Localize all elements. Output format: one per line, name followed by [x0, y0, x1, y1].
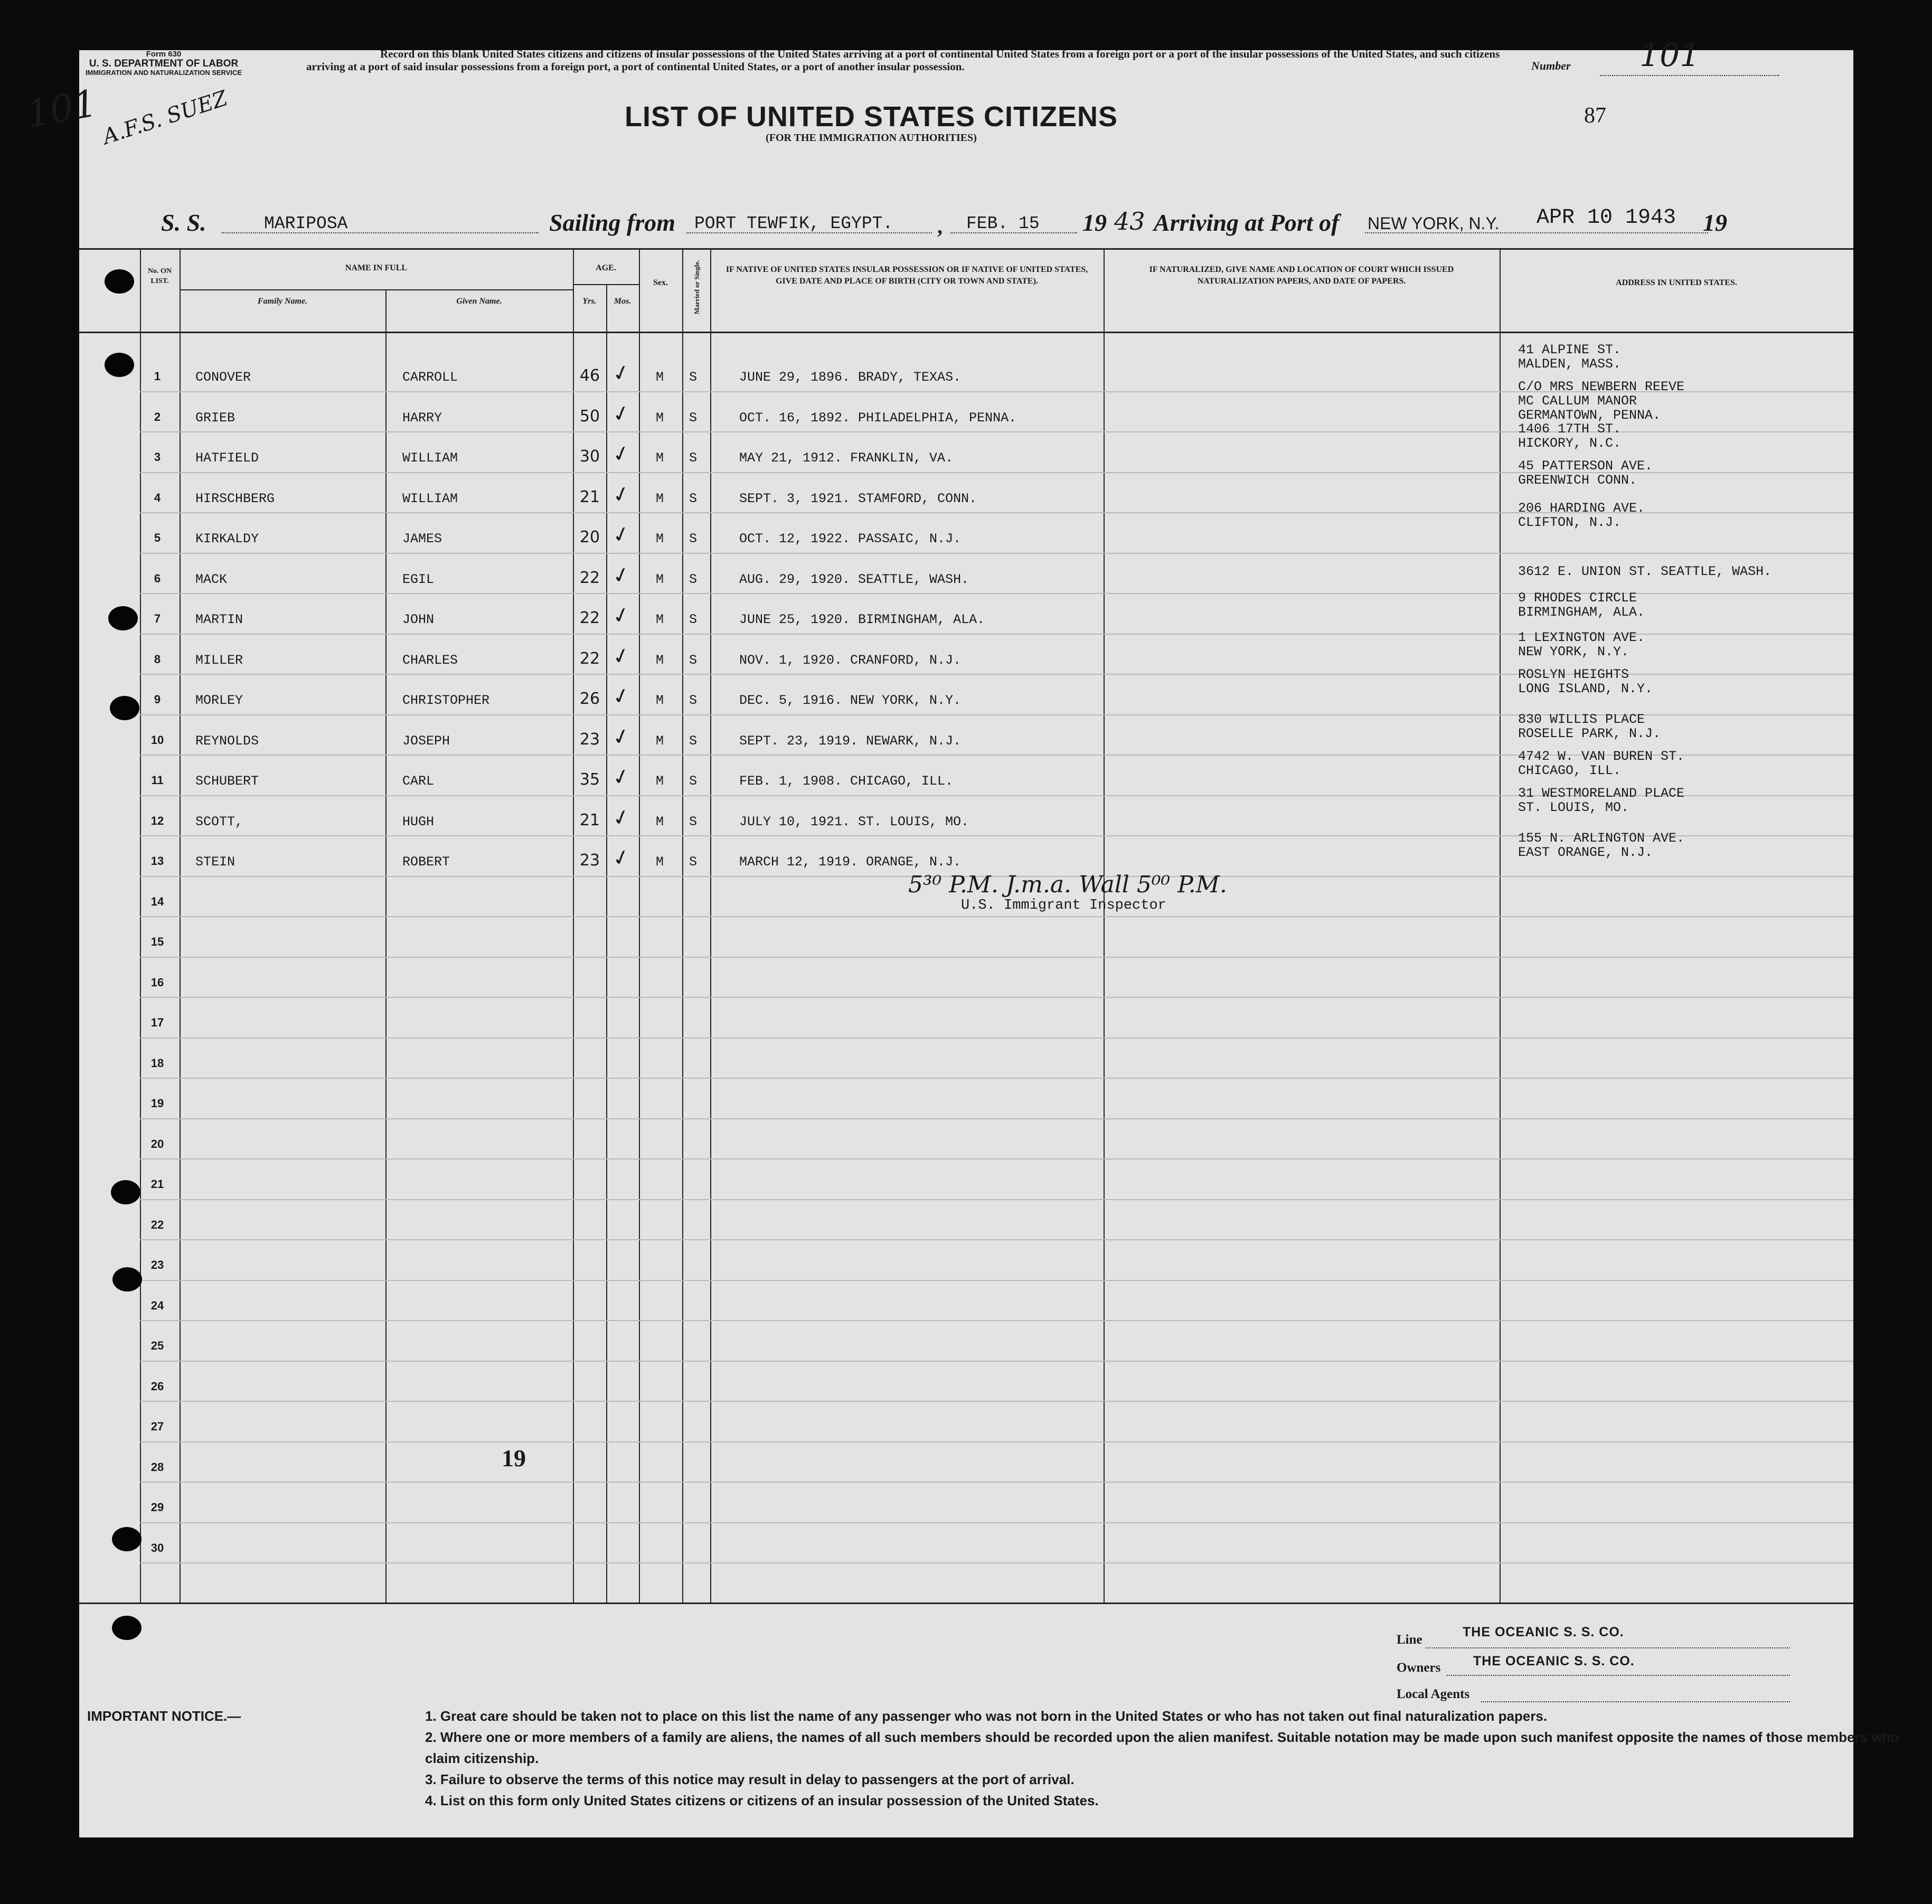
age-years: 21: [579, 810, 600, 830]
stamp-number: 87: [1584, 103, 1606, 128]
age-years: 22: [579, 649, 600, 668]
sex: M: [656, 370, 664, 385]
age-years: 23: [579, 851, 600, 870]
given-name: JOSEPH: [402, 733, 450, 749]
table-header-rule: [79, 332, 1853, 333]
marital-status: S: [689, 693, 698, 708]
manifest-sheet: [79, 50, 1853, 1837]
binder-hole: [112, 1616, 142, 1640]
sex: M: [656, 531, 664, 546]
binder-hole: [111, 1180, 140, 1204]
sex: M: [656, 693, 664, 708]
marital-status: S: [689, 652, 698, 668]
row-number: 14: [150, 894, 164, 908]
row-rule: [140, 1199, 1853, 1200]
header-given-name: Given Name.: [456, 297, 502, 306]
form-identifier: [58, 50, 269, 76]
given-name: CARL: [402, 774, 435, 789]
address-line: ROSELLE PARK, N.J.: [1518, 726, 1661, 741]
address-line: GERMANTOWN, PENNA.: [1518, 408, 1661, 423]
row-number: 2: [154, 410, 161, 423]
birth-date-place: FEB. 1, 1908. CHICAGO, ILL.: [739, 774, 954, 789]
family-name: MILLER: [195, 652, 243, 668]
binder-hole: [105, 269, 134, 294]
family-name: HIRSCHBERG: [195, 491, 275, 506]
address-line: MALDEN, MASS.: [1518, 356, 1622, 372]
row-number: 21: [150, 1177, 164, 1191]
family-name: STEIN: [195, 854, 235, 870]
row-rule: [140, 1320, 1853, 1321]
birth-date-place: AUG. 29, 1920. SEATTLE, WASH.: [739, 571, 969, 587]
address-line: CHICAGO, ILL.: [1518, 763, 1622, 778]
address-line: 9 RHODES CIRCLE: [1518, 590, 1637, 606]
marital-status: S: [689, 531, 698, 546]
table-bottom-rule: [79, 1603, 1853, 1604]
row-rule: [140, 1239, 1853, 1240]
row-rule: [140, 1158, 1853, 1160]
given-name: EGIL: [402, 571, 435, 587]
sex: M: [656, 774, 664, 789]
marital-status: S: [689, 491, 698, 506]
row-number: 3: [154, 450, 161, 464]
ship-name: MARIPOSA: [264, 214, 348, 233]
given-name: HARRY: [402, 410, 442, 426]
address-line: ROSLYN HEIGHTS: [1518, 667, 1629, 682]
family-name: CONOVER: [195, 370, 251, 385]
col-divider-no: [140, 248, 141, 1603]
birth-date-place: SEPT. 23, 1919. NEWARK, N.J.: [739, 733, 962, 749]
row-number: 30: [150, 1541, 164, 1554]
arrival-date-stamp: APR 10 1943: [1537, 206, 1676, 230]
sailing-port: PORT TEWFIK, EGYPT.: [694, 214, 893, 233]
page-stamp: 19: [502, 1445, 526, 1472]
year-prefix: 19: [1082, 209, 1107, 236]
marital-status: S: [689, 612, 698, 627]
year-label-2: 19: [1703, 209, 1727, 236]
marital-status: S: [689, 571, 698, 587]
check-mark: ✓: [609, 722, 633, 751]
address-line: LONG ISLAND, N.Y.: [1518, 681, 1653, 696]
notice-item: 3. Failure to observe the terms of this notice may result in delay to passengers at the port of arrival.: [425, 1771, 1075, 1787]
sex: M: [656, 814, 664, 830]
birth-date-place: JUNE 25, 1920. BIRMINGHAM, ALA.: [739, 612, 985, 627]
age-years: 22: [579, 568, 600, 587]
row-number: 7: [154, 612, 161, 625]
col-divider-mos: [606, 284, 607, 1603]
row-rule: [140, 1482, 1853, 1483]
birth-date-place: JUNE 29, 1896. BRADY, TEXAS.: [739, 370, 962, 385]
row-number: 20: [150, 1137, 164, 1151]
row-number: 12: [150, 814, 164, 827]
number-value: 101: [1639, 37, 1700, 74]
notice-item: 1. Great care should be taken not to place on this list the name of any passenger who was not born in the United States or who has not taken out final naturalization papers.: [425, 1708, 1548, 1724]
col-divider-given: [385, 289, 387, 1603]
col-divider-marital: [682, 248, 683, 1603]
sailing-label: Sailing from: [549, 209, 676, 236]
row-number: 22: [150, 1218, 164, 1231]
family-name: HATFIELD: [195, 450, 259, 466]
marital-status: S: [689, 854, 698, 870]
col-divider-family: [180, 248, 181, 1603]
row-number: 6: [154, 571, 161, 585]
address-line: HICKORY, N.C.: [1518, 436, 1622, 451]
marital-status: S: [689, 450, 698, 466]
row-number: 8: [154, 652, 161, 666]
age-years: 20: [579, 528, 600, 546]
birth-date-place: MAY 21, 1912. FRANKLIN, VA.: [739, 450, 954, 466]
binder-hole: [105, 353, 134, 377]
year-suffix: 43: [1114, 207, 1145, 235]
check-mark: ✓: [609, 763, 633, 791]
service-name: IMMIGRATION AND NATURALIZATION SERVICE: [85, 68, 242, 77]
address-line: 31 WESTMORELAND PLACE: [1518, 786, 1685, 801]
handwritten-note: A.F.S. SUEZ: [99, 86, 231, 149]
col-divider-sex: [639, 248, 640, 1603]
family-name: MARTIN: [195, 612, 243, 627]
address-line: 41 ALPINE ST.: [1518, 342, 1622, 357]
check-mark: ✓: [609, 440, 633, 468]
age-years: 35: [579, 770, 600, 789]
row-number: 19: [150, 1097, 164, 1110]
address-line: BIRMINGHAM, ALA.: [1518, 605, 1645, 620]
binder-hole: [112, 1267, 142, 1292]
birth-date-place: JULY 10, 1921. ST. LOUIS, MO.: [739, 814, 969, 830]
owners-rule: [1447, 1675, 1790, 1676]
address-line: C/O MRS NEWBERN REEVE: [1518, 379, 1685, 394]
instructions-text: Record on this blank United States citizens and citizens of insular possessions of the United States arriving at a port of continental United States from a foreign port or a port of the insular possessions of the United States, and such citizens arriving at a port of said insular possessions from a foreign port, a port of continental United States, or a port of another insular possession.: [306, 48, 1500, 73]
address-line: MC CALLUM MANOR: [1518, 393, 1637, 409]
birth-date-place: MARCH 12, 1919. ORANGE, N.J.: [739, 854, 962, 870]
age-years: 26: [579, 690, 600, 708]
address-line: 1 LEXINGTON AVE.: [1518, 630, 1645, 645]
birth-date-place: SEPT. 3, 1921. STAMFORD, CONN.: [739, 491, 977, 506]
page-title: LIST OF UNITED STATES CITIZENS: [625, 101, 1118, 133]
row-rule: [140, 1280, 1853, 1281]
age-years: 23: [579, 730, 600, 749]
row-rule: [140, 1118, 1853, 1119]
address-line: GREENWICH CONN.: [1518, 473, 1637, 488]
number-label: Number: [1531, 59, 1571, 72]
handwritten-page-number: 101: [23, 81, 100, 136]
marital-status: S: [689, 814, 698, 830]
row-rule: [140, 957, 1853, 958]
row-number: 29: [150, 1501, 164, 1514]
address-line: 45 PATTERSON AVE.: [1518, 458, 1653, 474]
address-line: 3612 E. UNION ST. SEATTLE, WASH.: [1518, 564, 1772, 579]
row-number: 10: [150, 733, 164, 747]
line-rule: [1426, 1647, 1790, 1648]
header-married-single: Married or Single.: [693, 260, 701, 315]
sex: M: [656, 410, 664, 426]
row-rule: [140, 1361, 1853, 1362]
given-name: ROBERT: [402, 854, 450, 870]
name-subheader-rule: [180, 289, 573, 290]
marital-status: S: [689, 774, 698, 789]
header-yrs: Yrs.: [582, 297, 597, 306]
birth-date-place: DEC. 5, 1916. NEW YORK, N.Y.: [739, 693, 962, 708]
row-rule: [140, 1562, 1853, 1563]
row-number: 4: [154, 491, 161, 504]
check-mark: ✓: [609, 803, 633, 832]
marital-status: S: [689, 370, 698, 385]
given-name: JOHN: [402, 612, 435, 627]
row-rule: [140, 916, 1853, 917]
row-number: 1: [154, 370, 161, 383]
header-sex: Sex.: [653, 278, 668, 287]
arriving-label: Arriving at Port of: [1154, 209, 1340, 236]
row-number: 18: [150, 1056, 164, 1070]
birth-date-place: OCT. 12, 1922. PASSAIC, N.J.: [739, 531, 962, 546]
address-line: 1406 17TH ST.: [1518, 421, 1622, 437]
notice-item: 2. Where one or more members of a family are aliens, the names of all such members should be recorded upon the alien manifest. Suitable notation may be made upon such manifest opposite the names of those members who claim citizenship.: [425, 1729, 1899, 1767]
sex: M: [656, 612, 664, 627]
comma-mark: ,: [937, 214, 943, 238]
row-rule: [140, 1038, 1853, 1039]
arrival-port: NEW YORK, N.Y.: [1368, 214, 1500, 233]
header-birth: IF NATIVE OF UNITED STATES INSULAR POSSESSION OR IF NATIVE OF UNITED STATES, GIVE DATE AND PLACE OF BIRTH (CITY OR TOWN AND STATE).: [725, 265, 1088, 286]
age-years: 30: [579, 447, 600, 466]
header-no-on-list: No. ON LIST.: [147, 267, 172, 285]
row-rule: [140, 553, 1853, 554]
sex: M: [656, 854, 664, 870]
row-number: 17: [150, 1016, 164, 1029]
row-rule: [140, 997, 1853, 998]
check-mark: ✓: [609, 642, 633, 671]
address-line: 4742 W. VAN BUREN ST.: [1518, 749, 1685, 764]
row-rule: [140, 1078, 1853, 1079]
given-name: CHARLES: [402, 652, 458, 668]
agents-rule: [1481, 1701, 1790, 1702]
row-number: 5: [154, 531, 161, 544]
check-mark: ✓: [609, 521, 633, 549]
row-number: 9: [154, 693, 161, 706]
check-mark: ✓: [609, 399, 633, 428]
given-name: WILLIAM: [402, 491, 458, 506]
family-name: MORLEY: [195, 693, 243, 708]
line-label: Line: [1397, 1633, 1422, 1647]
ss-label: S. S.: [161, 209, 206, 236]
line-value: THE OCEANIC S. S. CO.: [1463, 1625, 1624, 1639]
header-family-name: Family Name.: [257, 297, 308, 306]
birth-date-place: OCT. 16, 1892. PHILADELPHIA, PENNA.: [739, 410, 1017, 426]
age-years: 50: [579, 407, 600, 426]
header-naturalized: IF NATURALIZED, GIVE NAME AND LOCATION OF COURT WHICH ISSUED NATURALIZATION PAPERS, AND DATE OF PAPERS.: [1149, 265, 1454, 286]
row-number: 28: [150, 1460, 164, 1474]
address-line: ST. LOUIS, MO.: [1518, 800, 1629, 815]
col-divider-address: [1500, 248, 1501, 1603]
row-rule: [140, 1441, 1853, 1443]
sex: M: [656, 571, 664, 587]
header-age: AGE.: [596, 263, 616, 272]
sailing-date: FEB. 15: [966, 214, 1040, 233]
row-number: 16: [150, 975, 164, 989]
family-name: SCHUBERT: [195, 774, 259, 789]
owners-value: THE OCEANIC S. S. CO.: [1473, 1654, 1635, 1669]
family-name: SCOTT,: [195, 814, 243, 830]
age-years: 21: [579, 487, 600, 506]
row-number: 26: [150, 1379, 164, 1393]
row-number: 27: [150, 1420, 164, 1433]
binder-hole: [112, 1527, 142, 1551]
address-line: 206 HARDING AVE.: [1518, 501, 1645, 516]
check-mark: ✓: [609, 561, 633, 590]
header-mos: Mos.: [614, 297, 632, 306]
given-name: WILLIAM: [402, 450, 458, 466]
age-years: 46: [579, 366, 600, 385]
given-name: HUGH: [402, 814, 435, 830]
header-name-in-full: NAME IN FULL: [345, 263, 408, 272]
marital-status: S: [689, 410, 698, 426]
sex: M: [656, 652, 664, 668]
family-name: MACK: [195, 571, 228, 587]
row-number: 23: [150, 1258, 164, 1271]
form-number: Form 630: [146, 50, 182, 59]
age-years: 22: [579, 609, 600, 627]
row-number: 11: [151, 774, 164, 787]
inspector-title: U.S. Immigrant Inspector: [961, 898, 1166, 913]
row-rule: [140, 1401, 1853, 1402]
inspector-signature: 5³⁰ P.M. J.m.a. Wall 5⁰⁰ P.M.: [908, 871, 1227, 898]
family-name: KIRKALDY: [195, 531, 259, 546]
sex: M: [656, 733, 664, 749]
check-mark: ✓: [609, 601, 633, 630]
department-name: U. S. DEPARTMENT OF LABOR: [89, 58, 239, 69]
address-line: NEW YORK, N.Y.: [1518, 644, 1629, 659]
number-line: [1600, 75, 1779, 76]
row-rule: [140, 1522, 1853, 1523]
binder-hole: [110, 696, 139, 720]
check-mark: ✓: [609, 844, 633, 872]
sex: M: [656, 450, 664, 466]
col-divider-naturalized: [1104, 248, 1105, 1603]
row-number: 25: [150, 1339, 164, 1352]
address-line: EAST ORANGE, N.J.: [1518, 845, 1653, 860]
col-divider-yrs: [573, 248, 574, 1603]
page-subtitle: (FOR THE IMMIGRATION AUTHORITIES): [766, 132, 977, 144]
row-number: 13: [150, 854, 164, 868]
given-name: JAMES: [402, 531, 442, 546]
notice-heading: IMPORTANT NOTICE.—: [87, 1708, 241, 1724]
notice-item: 4. List on this form only United States citizens or citizens of an insular possession of the United States.: [425, 1793, 1099, 1808]
col-divider-birth: [710, 248, 711, 1603]
birth-date-place: NOV. 1, 1920. CRANFORD, N.J.: [739, 652, 962, 668]
row-number: 15: [150, 935, 164, 948]
address-line: CLIFTON, N.J.: [1518, 515, 1622, 530]
marital-status: S: [689, 733, 698, 749]
header-address: ADDRESS IN UNITED STATES.: [1616, 278, 1737, 287]
binder-hole: [108, 606, 138, 630]
family-name: REYNOLDS: [195, 733, 259, 749]
address-line: 830 WILLIS PLACE: [1518, 712, 1645, 727]
check-mark: ✓: [609, 480, 633, 509]
row-number: 24: [150, 1298, 164, 1312]
agents-label: Local Agents: [1397, 1687, 1470, 1701]
check-mark: ✓: [609, 359, 633, 388]
check-mark: ✓: [609, 682, 633, 711]
family-name: GRIEB: [195, 410, 235, 426]
address-line: 155 N. ARLINGTON AVE.: [1518, 831, 1685, 846]
given-name: CHRISTOPHER: [402, 693, 490, 708]
sex: M: [656, 491, 664, 506]
owners-label: Owners: [1397, 1661, 1441, 1675]
table-top-rule: [79, 248, 1853, 250]
given-name: CARROLL: [402, 370, 458, 385]
